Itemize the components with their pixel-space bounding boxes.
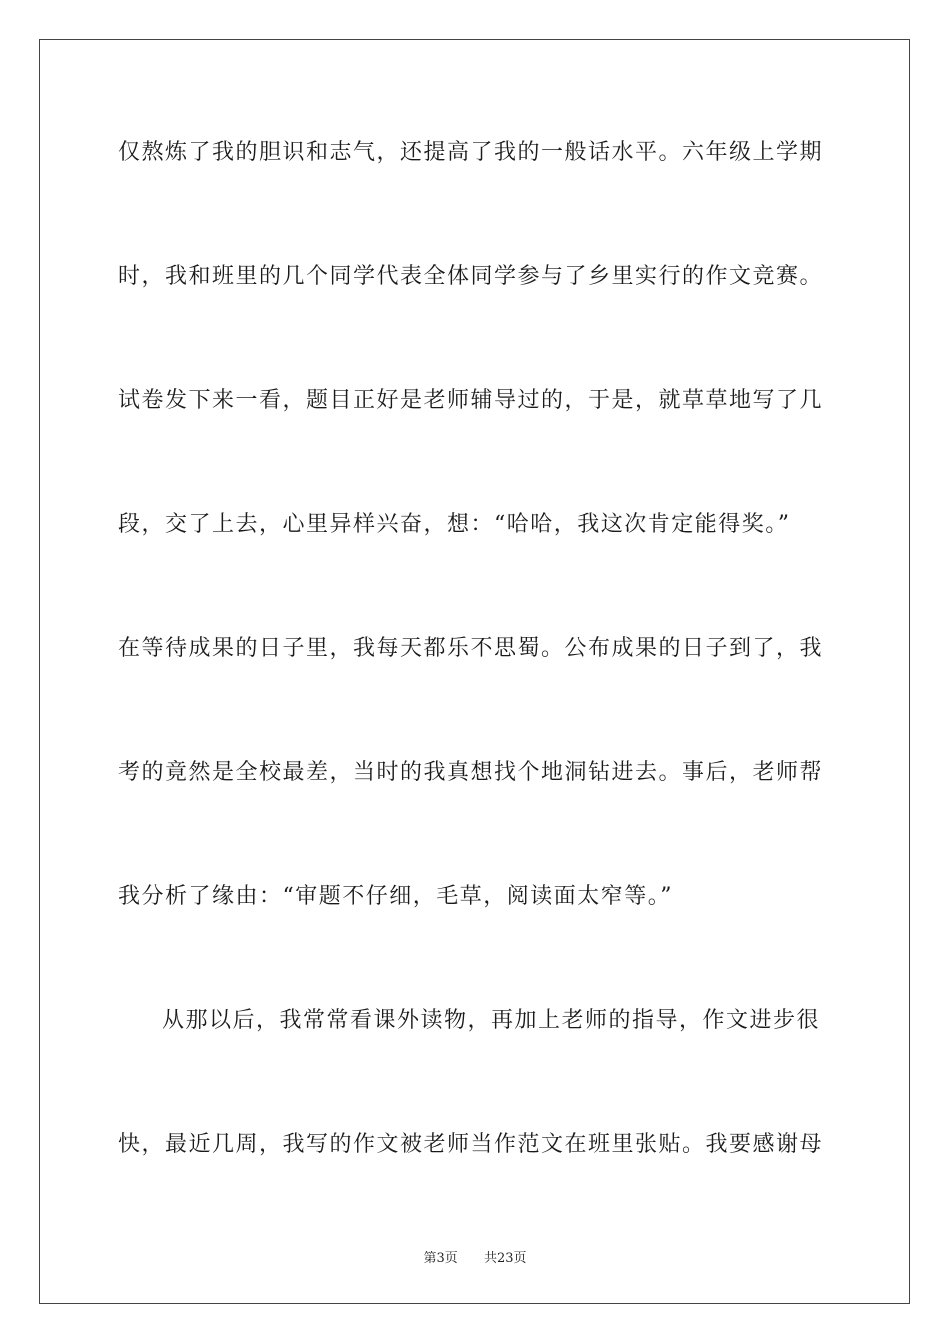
- text-line: 考的竟然是全校最差，当时的我真想找个地洞钻进去。事后，老师帮: [118, 760, 824, 785]
- page-footer: [0, 1247, 950, 1266]
- page-frame: [39, 39, 910, 1304]
- text-line: 快，最近几周，我写的作文被老师当作范文在班里张贴。我要感谢母: [118, 1132, 824, 1157]
- text-line: 时，我和班里的几个同学代表全体同学参与了乡里实行的作文竞赛。: [118, 264, 824, 289]
- page-total: 共23页: [484, 1251, 527, 1266]
- text-line: 仅熬炼了我的胆识和志气，还提高了我的一般话水平。六年级上学期: [118, 140, 824, 165]
- text-line: 我分析了缘由：“审题不仔细，毛草，阅读面太窄等。”: [118, 884, 673, 909]
- page-number: 第3页: [423, 1251, 458, 1266]
- text-line: 在等待成果的日子里，我每天都乐不思蜀。公布成果的日子到了，我: [118, 636, 824, 661]
- text-line: 段，交了上去，心里异样兴奋，想：“哈哈，我这次肯定能得奖。”: [118, 512, 791, 537]
- paragraph-start-line: 从那以后，我常常看课外读物，再加上老师的指导，作文进步很: [162, 1008, 821, 1033]
- text-line: 试卷发下来一看，题目正好是老师辅导过的，于是，就草草地写了几: [118, 388, 824, 413]
